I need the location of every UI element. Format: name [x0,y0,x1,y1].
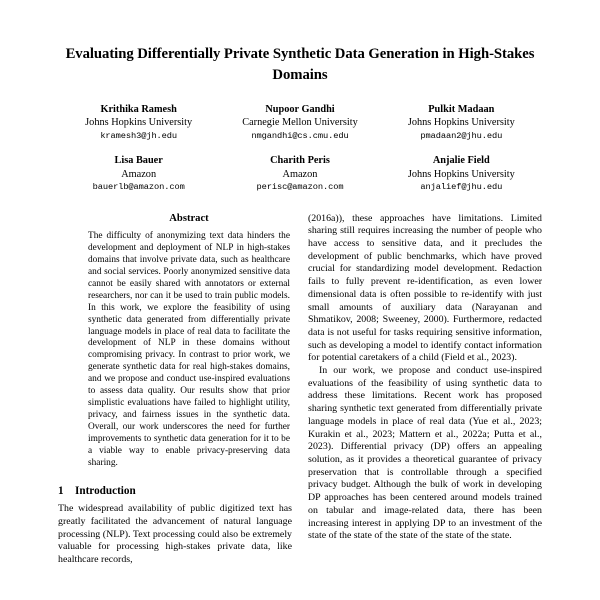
author-email: nmgandhi@cs.cmu.edu [251,130,349,141]
author-affiliation: Johns Hopkins University [407,168,515,180]
author-entry [58,154,219,193]
section-title: Introduction [75,485,136,498]
author-name: Lisa Bauer [114,155,163,167]
paragraph: In our work, we propose and conduct use-inspired evaluations of the feasibility of using synthetic data to address these limitations. Recent work has proposed sharing synthetic text generated from differentially private language models in place of real data (Yue et al., 2023; Kurakin et al., 2023; Mattern et al., 2022a; Putta et al., 2023). Differential privacy (DP) offers an appealing solution, as it provides a theoretical guarantee of privacy preservation that is controllable through a specified privacy budget. Although the bulk of work in developing DP approaches has been centered around models trained on tabular and image-related data, there has been increasing interest in applying DP to an investment of the state of the state of the state of the state of the state. [308,365,542,542]
author-entry [381,103,542,142]
author-name: Krithika Ramesh [100,103,177,115]
author-email: anjalief@jhu.edu [420,182,503,193]
author-name: Anjalie Field [432,155,490,167]
author-email: perisc@amazon.com [256,182,344,193]
author-affiliation: Carnegie Mellon University [242,117,358,129]
two-column-body [58,213,542,567]
author-email: kramesh3@jh.edu [100,130,178,141]
author-entry [381,154,542,193]
right-column [308,213,542,543]
paragraph: The widespread availability of public digitized text has greatly facilitated the advancement of natural language processing (NLP). Text processing could also be extremely valuable for processing high-stakes private data, like healthcare records, [58,503,292,566]
abstract-heading: Abstract [169,212,209,224]
page-title: Evaluating Differentially Private Synthetic Data Generation in High-Stakes Domains [65,46,535,83]
abstract-text: The difficulty of anonymizing text data hinders the development and deployment of NLP in high-stakes domains that involve private data, such as healthcare and social services. Poorly anonymized sensitive data cannot be easily shared with annotators or external researchers, nor can it be used to train public models. In this work, we explore the feasibility of using synthetic data generated from differentially private language models in place of real data to facilitate the development of NLP in these domains without compromising privacy. In contrast to prior work, we generate synthetic data for real high-stakes domains, and we propose and conduct use-inspired evaluations to assess data quality. Our results show that prior simplistic evaluations have failed to highlight utility, privacy, and fairness issues in the synthetic data. Overall, our work underscores the need for further improvements to synthetic data generation for it to be a viable way to enable privacy-preserving data sharing. [88,230,290,469]
paragraph: (2016a)), these approaches have limitations. Limited sharing still requires increasing the number of people who have access to sensitive data, and it precludes the development of public benchmarks, which have proved crucial for standardizing model development. Redaction fails to fully prevent re-identification, as even lower dimensional data is often possible to re-identify with just small amounts of auxiliary data (Narayanan and Shmatikov, 2008; Sweeney, 2000). Furthermore, redacted data is not useful for tasks requiring sensitive information, such as developing a model to identify contact information for potential caretakers of a child (Field et al., 2023). [308,212,542,364]
author-block [58,103,542,194]
author-affiliation: Amazon [121,168,157,180]
section-heading-introduction [58,485,292,497]
author-entry [58,103,219,142]
author-affiliation: Amazon [282,168,318,180]
author-name: Pulkit Madaan [428,103,495,115]
author-email: pmadaan2@jhu.edu [420,130,503,141]
author-name: Charith Peris [270,155,330,167]
author-affiliation: Johns Hopkins University [85,117,193,129]
section-number: 1 [58,485,64,498]
left-column [58,213,292,567]
author-entry [219,103,380,142]
author-row [58,154,542,193]
abstract-section [58,213,292,471]
author-email: bauerlb@amazon.com [92,182,185,193]
author-name: Nupoor Gandhi [265,103,335,115]
author-entry [219,154,380,193]
author-row [58,103,542,142]
author-affiliation: Johns Hopkins University [407,117,515,129]
